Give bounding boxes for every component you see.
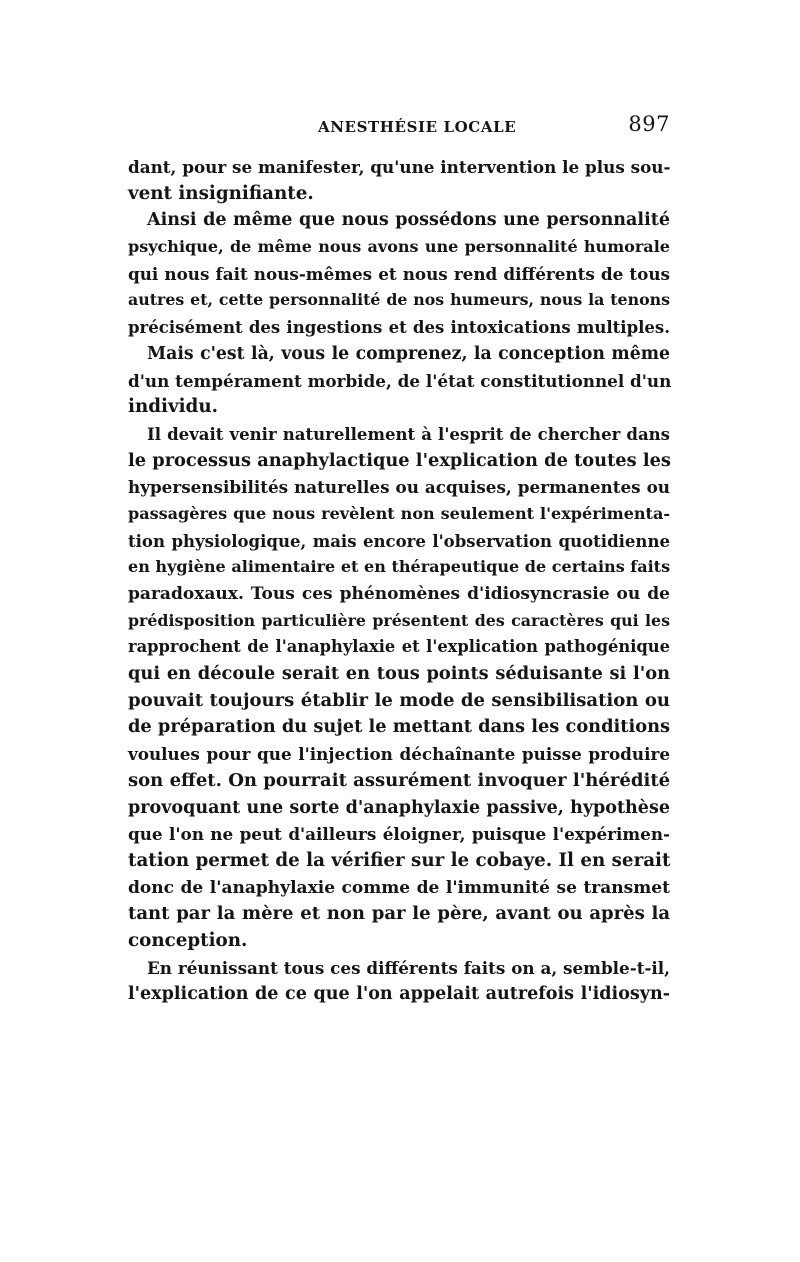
text-line: Mais c'est là, vous le comprenez, la conception même: [147, 343, 670, 364]
text-line: pouvait toujours établir le mode de sensibilisation ou: [128, 689, 670, 711]
text-line: voulues pour que l'injection déchaînante puisse produire: [128, 744, 670, 765]
body-text: [128, 154, 670, 1008]
text-line: d'un tempérament morbide, de l'état constitutionnel d'un: [128, 370, 672, 391]
text-line: tation permet de la vérifier sur le cobaye. Il en serait: [128, 849, 671, 871]
running-header: [128, 112, 670, 142]
text-line: Il devait venir naturellement à l'esprit de chercher dans: [147, 423, 670, 444]
text-line: vent insignifiante.: [128, 182, 314, 204]
running-title: ANESTHÉSIE LOCALE: [318, 118, 517, 136]
text-line: paradoxaux. Tous ces phénomènes d'idiosyncrasie ou de: [128, 584, 670, 604]
page-number: 897: [628, 112, 670, 136]
text-line: de préparation du sujet le mettant dans les conditions: [128, 716, 671, 738]
text-line: Ainsi de même que nous possédons une personnalité: [147, 210, 670, 231]
text-line: prédisposition particulière présentent des caractères qui les: [128, 610, 670, 630]
text-line: que l'on ne peut d'ailleurs éloigner, puisque l'expérimen-: [128, 824, 670, 845]
text-line: donc de l'anaphylaxie comme de l'immunité se transmet: [128, 877, 670, 898]
text-line: autres et, cette personnalité de nos humeurs, nous la tenons: [128, 290, 670, 310]
text-line: qui en découle serait en tous points séduisante si l'on: [128, 663, 670, 685]
text-line: l'explication de ce que l'on appelait autrefois l'idiosyn-: [128, 984, 670, 1005]
text-line: rapprochent de l'anaphylaxie et l'explication pathogénique: [128, 637, 670, 657]
text-line: hypersensibilités naturelles ou acquises, permanentes ou: [128, 477, 670, 498]
text-line: individu.: [128, 396, 218, 418]
text-line: conception.: [128, 929, 248, 951]
text-line: En réunissant tous ces différents faits on a, semble-t-il,: [147, 957, 670, 978]
text-line: précisément des ingestions et des intoxications multiples.: [128, 317, 670, 338]
text-line: passagères que nous revèlent non seulement l'expérimenta-: [128, 503, 670, 523]
text-line: dant, pour se manifester, qu'une intervention le plus sou-: [128, 157, 671, 177]
text-line: tant par la mère et non par le père, avant ou après la: [128, 903, 670, 925]
text-line: le processus anaphylactique l'explication de toutes les: [128, 449, 671, 471]
text-line: psychique, de même nous avons une personnalité humorale: [128, 237, 670, 257]
text-line: en hygiène alimentaire et en thérapeutique de certains faits: [128, 557, 671, 577]
text-line: qui nous fait nous-mêmes et nous rend différents de tous: [128, 263, 670, 284]
text-line: tion physiologique, mais encore l'observation quotidienne: [128, 530, 670, 551]
text-line: son effet. On pourrait assurément invoquer l'hérédité: [128, 769, 671, 791]
text-line: provoquant une sorte d'anaphylaxie passive, hypothèse: [128, 797, 670, 818]
